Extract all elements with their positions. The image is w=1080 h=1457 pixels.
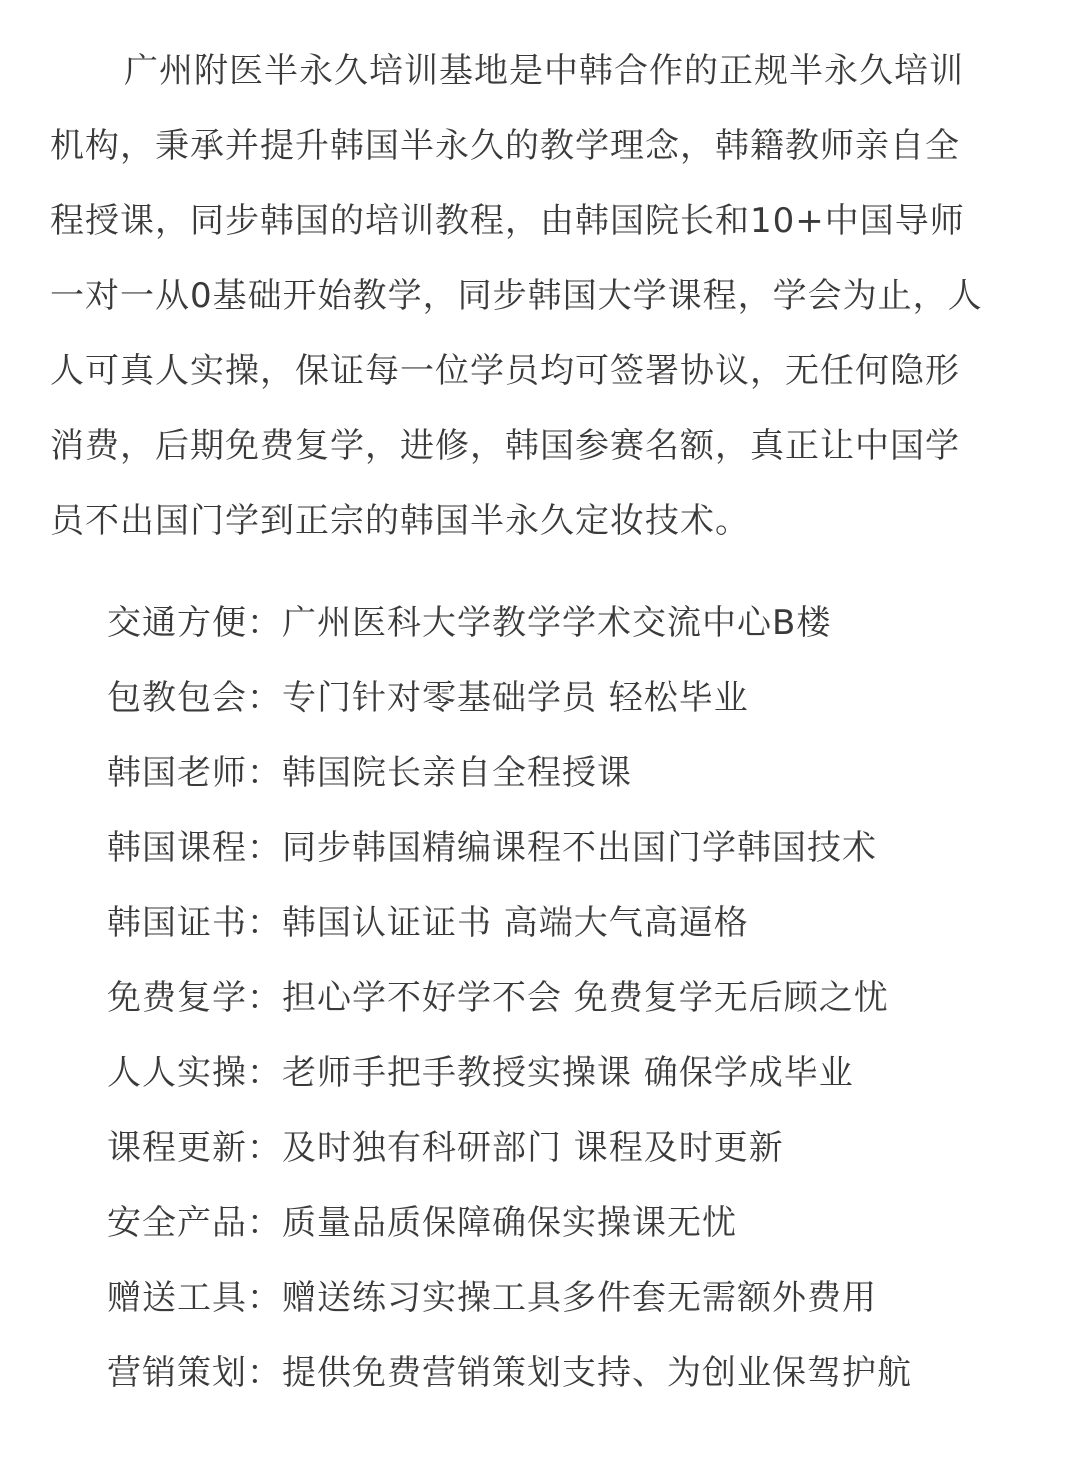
feature-item-transport: [107, 586, 1007, 661]
feature-separator: ：: [247, 1053, 282, 1093]
feature-value: 担心学不好学不会 免费复学无后顾之忧: [282, 978, 889, 1018]
feature-separator: ：: [247, 978, 282, 1018]
feature-separator: ：: [247, 1203, 282, 1243]
feature-item-free-retake: [107, 961, 1007, 1036]
feature-item-marketing-planning: [107, 1336, 1007, 1411]
feature-value: 质量品质保障确保实操课无忧: [282, 1203, 737, 1243]
feature-label: 韩国课程: [107, 828, 247, 868]
feature-label: 营销策划: [107, 1353, 247, 1393]
feature-separator: ：: [247, 1353, 282, 1393]
feature-item-korean-teacher: [107, 736, 1007, 811]
feature-separator: ：: [247, 753, 282, 793]
feature-item-free-tools: [107, 1261, 1007, 1336]
feature-value: 提供免费营销策划支持、为创业保驾护航: [282, 1353, 912, 1393]
feature-label: 包教包会: [107, 678, 247, 718]
feature-value: 专门针对零基础学员 轻松毕业: [282, 678, 749, 718]
feature-value: 赠送练习实操工具多件套无需额外费用: [282, 1278, 877, 1318]
feature-item-korean-course: [107, 811, 1007, 886]
feature-value: 广州医科大学教学学术交流中心B楼: [282, 603, 832, 643]
feature-label: 免费复学: [107, 978, 247, 1018]
feature-separator: ：: [247, 1278, 282, 1318]
feature-label: 人人实操: [107, 1053, 247, 1093]
feature-value: 韩国院长亲自全程授课: [282, 753, 632, 793]
feature-item-safe-products: [107, 1186, 1007, 1261]
feature-item-korean-certificate: [107, 886, 1007, 961]
feature-label: 安全产品: [107, 1203, 247, 1243]
feature-item-course-updates: [107, 1111, 1007, 1186]
feature-separator: ：: [247, 603, 282, 643]
feature-separator: ：: [247, 903, 282, 943]
feature-label: 韩国证书: [107, 903, 247, 943]
feature-value: 同步韩国精编课程不出国门学韩国技术: [282, 828, 877, 868]
intro-paragraph: 广州附医半永久培训基地是中韩合作的正规半永久培训机构，秉承并提升韩国半永久的教学理念，韩籍教师亲自全程授课，同步韩国的培训教程，由韩国院长和10+中国导师一对一从0基础开始教学，同步韩国大学课程，学会为止，人人可真人实操，保证每一位学员均可签署协议，无任何隐形消费，后期免费复学，进修，韩国参赛名额，真正让中国学员不出国门学到正宗的韩国半永久定妆技术。: [50, 51, 983, 541]
feature-separator: ：: [247, 678, 282, 718]
feature-label: 交通方便: [107, 603, 247, 643]
feature-item-hands-on-practice: [107, 1036, 1007, 1111]
feature-label: 课程更新: [107, 1128, 247, 1168]
feature-separator: ：: [247, 1128, 282, 1168]
feature-item-guaranteed-learning: [107, 661, 1007, 736]
feature-separator: ：: [247, 828, 282, 868]
feature-value: 韩国认证证书 高端大气高逼格: [282, 903, 749, 943]
feature-list: [107, 586, 1007, 1411]
feature-value: 老师手把手教授实操课 确保学成毕业: [282, 1053, 854, 1093]
feature-label: 赠送工具: [107, 1278, 247, 1318]
feature-value: 及时独有科研部门 课程及时更新: [282, 1128, 784, 1168]
feature-label: 韩国老师: [107, 753, 247, 793]
